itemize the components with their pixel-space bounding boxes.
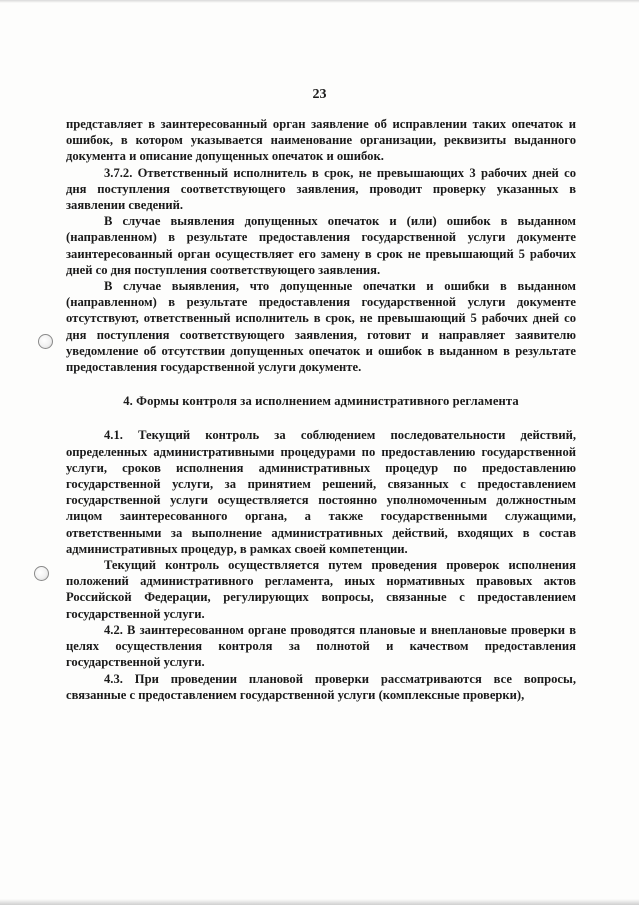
scan-bottom-edge bbox=[0, 899, 639, 905]
paragraph-current-control: Текущий контроль осуществляется путем проведения проверок исполнения положений административного регламента, иных нормативных правовых актов Российской Федерации, регулирующих вопросы, связанные с предоставлением государственной услуги. bbox=[66, 558, 576, 621]
paragraph-correction-request: представляет в заинтересованный орган заявление об исправлении таких опечаток и ошибок, в котором указывается наименование организации, реквизиты выданного документа и описание допущенных опечаток и ошибок. bbox=[66, 117, 576, 164]
document-body bbox=[66, 116, 576, 703]
punch-hole-bottom bbox=[34, 566, 49, 581]
page-number: 23 bbox=[312, 87, 327, 102]
paragraph-4-3: 4.3. При проведении плановой проверки рассматриваются все вопросы, связанные с предоставлением государственной услуги (комплексные проверки), bbox=[66, 671, 576, 702]
paragraph-3-7-2: 3.7.2. Ответственный исполнитель в срок, не превышающих 3 рабочих дней со дня поступления соответствующего заявления, проводит проверку указанных в заявлении сведений. bbox=[66, 165, 576, 213]
paragraph-4-2: 4.2. В заинтересованном органе проводятся плановые и внеплановые проверки в целях осуществления контроля за полнотой и качеством предоставления государственной услуги. bbox=[66, 622, 576, 670]
punch-hole-top bbox=[38, 334, 53, 349]
paragraph-4-1: 4.1. Текущий контроль за соблюдением последовательности действий, определенных административными процедурами по предоставлению государственной услуги, сроков исполнения административных процедур по предоставлению государственной услуги, за принятием решений, связанных с предоставлением государственной услуги осуществляется постоянно уполномоченным должностным лицом заинтересованного органа, а также государственными служащими, ответственными за выполнение административных действий, входящих в состав административных процедур, в рамках своей компетенции. bbox=[66, 428, 576, 556]
paragraph-errors-found: В случае выявления допущенных опечаток и (или) ошибок в выданном (направленном) в результате предоставления государственной услуги документе заинтересованный орган осуществляет его замену в срок не превышающий 5 рабочих дней со дня поступления соответствующего заявления. bbox=[66, 214, 576, 277]
scan-top-edge bbox=[0, 0, 639, 3]
section-heading: 4. Формы контроля за исполнением административного регламента bbox=[123, 394, 519, 409]
paragraph-errors-absent: В случае выявления, что допущенные опечатки и ошибки в выданном (направленном) в результате предоставления государственной услуги документе отсутствуют, ответственный исполнитель в срок, не превышающий 5 рабочих дней со дня поступления соответствующего заявления, готовит и направляет заявителю уведомление об отсутствии допущенных опечаток и ошибок в выданном в результате предоставления государственной услуги документе. bbox=[66, 279, 576, 375]
